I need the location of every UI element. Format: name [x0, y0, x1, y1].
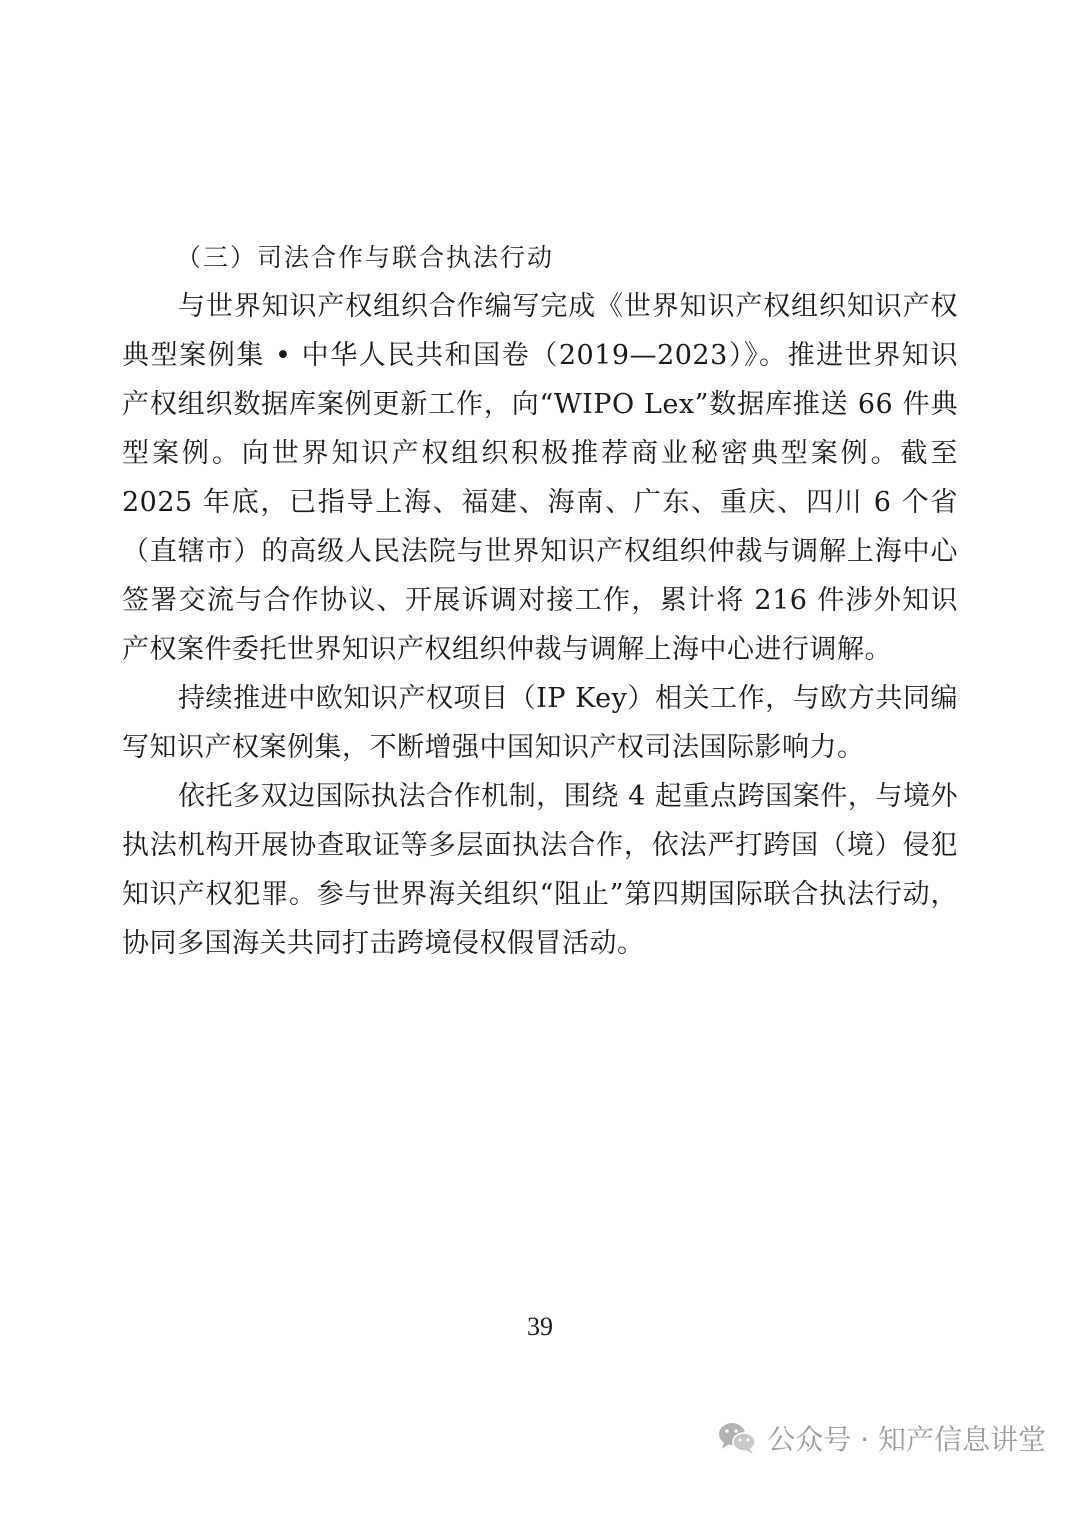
- paragraph-3: 依托多双边国际执法合作机制，围绕 4 起重点跨国案件，与境外执法机构开展协查取证等多层面执法合作，依法严打跨国（境）侵犯知识产权犯罪。参与世界海关组织“阻止”第四期国际联合执法行动，协同多国海关共同打击跨境侵权假冒活动。: [122, 781, 958, 959]
- section-heading: （三）司法合作与联合执法行动: [176, 243, 555, 272]
- paragraph-2: 持续推进中欧知识产权项目（IP Key）相关工作，与欧方共同编写知识产权案例集，不断增强中国知识产权司法国际影响力。: [122, 683, 958, 763]
- watermark: [717, 1418, 1046, 1458]
- paragraph-1: 与世界知识产权组织合作编写完成《世界知识产权组织知识产权典型案例集 • 中华人民共和国卷（2019—2023）》。推进世界知识产权组织数据库案例更新工作，向“WIPO Lex”数据库推送 66 件典型案例。向世界知识产权组织积极推荐商业秘密典型案例。截至 2025 年底，已指导上海、福建、海南、广东、重庆、四川 6 个省（直辖市）的高级人民法院与世界知识产权组织仲裁与调解上海中心签署交流与合作协议、开展诉调对接工作，累计将 216 件涉外知识产权案件委托世界知识产权组织仲裁与调解上海中心进行调解。: [122, 291, 958, 665]
- watermark-text: 公众号 · 知产信息讲堂: [767, 1423, 1046, 1456]
- wechat-icon: [717, 1421, 757, 1455]
- page-content: [122, 234, 958, 968]
- page-number: 39: [527, 1312, 553, 1341]
